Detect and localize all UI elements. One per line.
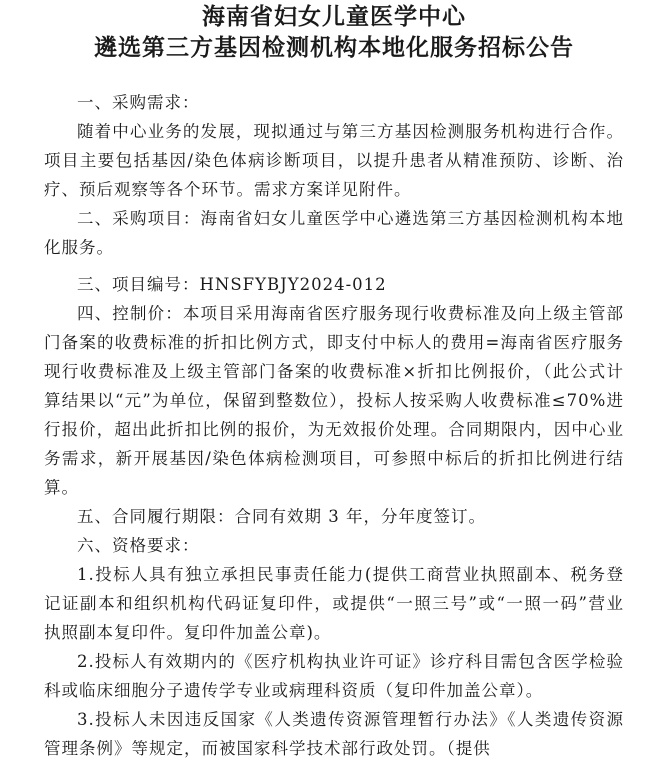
document-title-line1: 海南省妇女儿童医学中心	[202, 4, 466, 30]
section-1-body: 随着中心业务的发展，现拟通过与第三方基因检测服务机构进行合作。项目主要包括基因/染色体病诊断项目，以提升患者从精准预防、诊断、治疗、预后观察等各个环节。需求方案详见附件。	[44, 122, 624, 199]
section-2-project: 二、采购项目：海南省妇女儿童医学中心遴选第三方基因检测机构本地化服务。	[44, 209, 624, 257]
section-6-item-3: 3.投标人未因违反国家《人类遗传资源管理暂行办法》《人类遗传资源管理条例》等规定，而被国家科学技术部行政处罚。（提供	[44, 710, 624, 758]
section-1-heading: 一、采购需求：	[77, 93, 200, 112]
section-6-heading: 六、资格要求：	[77, 536, 200, 555]
section-4-control-price: 四、控制价：本项目采用海南省医疗服务现行收费标准及向上级主管部门备案的收费标准的折扣比例方式，即支付中标人的费用=海南省医疗服务现行收费标准及上级主管部门备案的收费标准×折扣比例报价，（此公式计算结果以“元”为单位，保留到整数位），投标人按采购人收费标准≤70%进行报价，超出此折扣比例的报价，为无效报价处理。合同期限内，因中心业务需求，新开展基因/染色体病检测项目，可参照中标后的折扣比例进行结算。	[44, 304, 624, 497]
section-6-item-1: 1.投标人具有独立承担民事责任能力(提供工商营业执照副本、税务登记证副本和组织机构代码证复印件，或提供“一照三号”或“一照一码”营业执照副本复印件。复印件加盖公章)。	[44, 565, 624, 642]
document-title-line2: 遴选第三方基因检测机构本地化服务招标公告	[94, 35, 574, 61]
section-5-contract-term: 五、合同履行期限：合同有效期 3 年，分年度签订。	[77, 507, 486, 526]
section-3-project-number: 三、项目编号：HNSFYBJY2024-012	[77, 275, 387, 294]
section-6-item-2: 2.投标人有效期内的《医疗机构执业许可证》诊疗科目需包含医学检验科或临床细胞分子遗传学专业或病理科资质（复印件加盖公章）。	[44, 652, 624, 700]
